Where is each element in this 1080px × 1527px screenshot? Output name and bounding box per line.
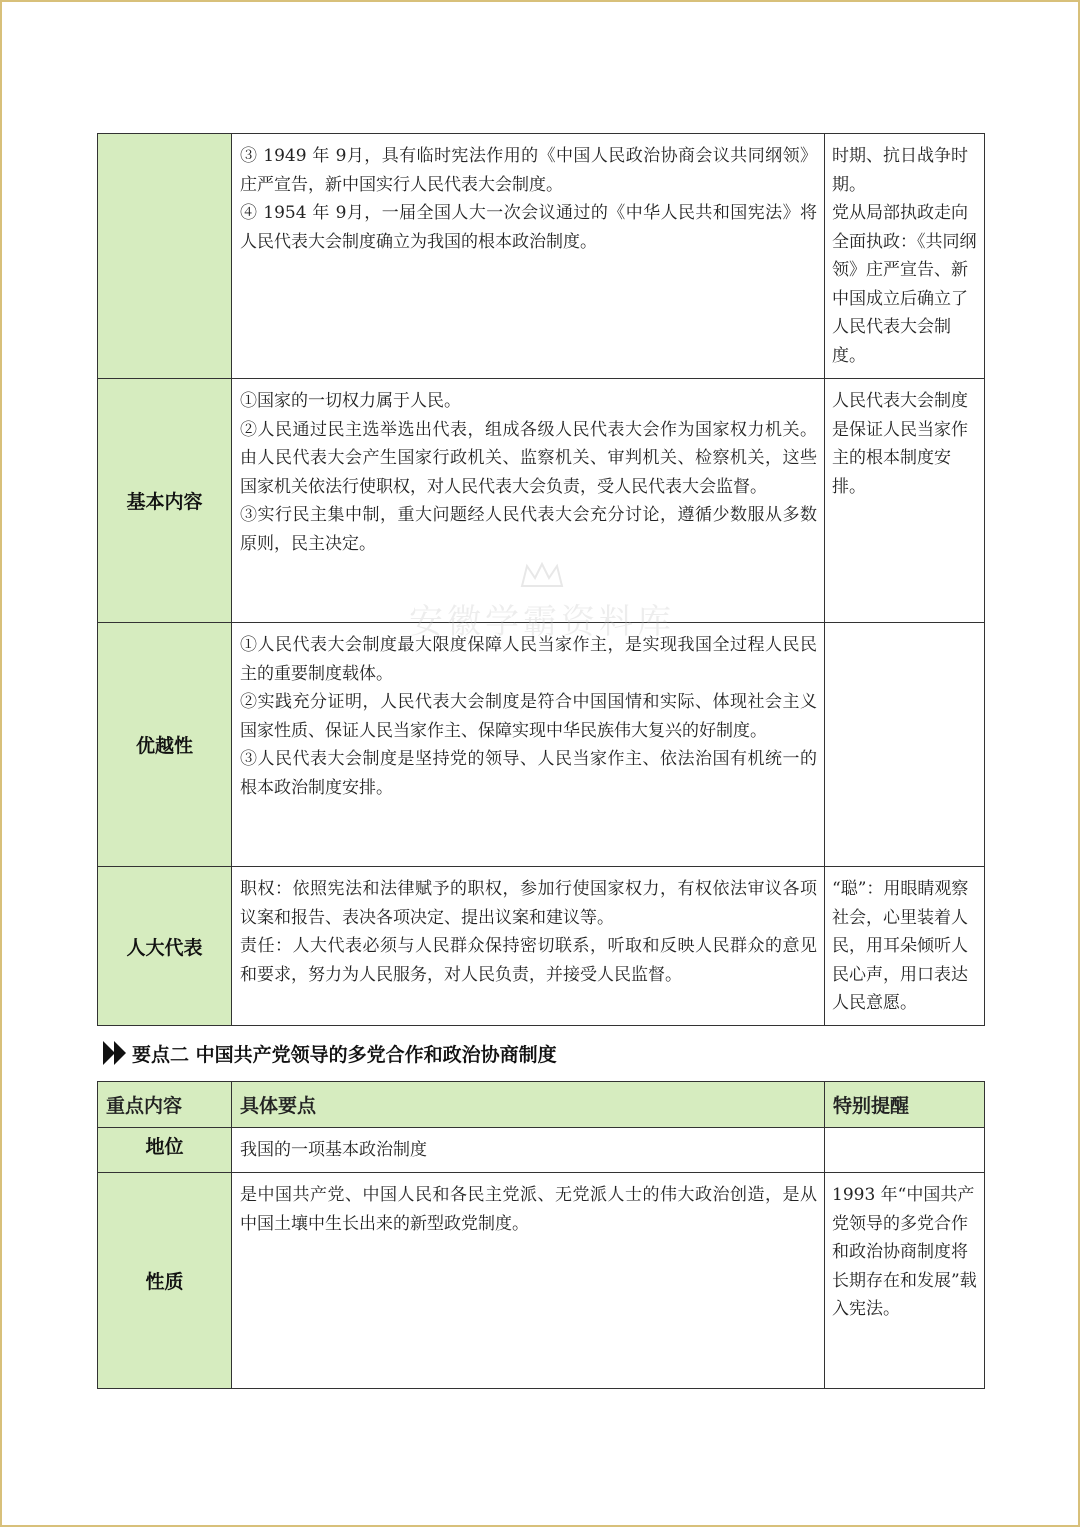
table-multi-party-cooperation xyxy=(97,1081,985,1389)
table-header-row xyxy=(98,1082,985,1128)
table-row xyxy=(98,623,985,867)
table-row xyxy=(98,1173,985,1389)
row-label: 人大代表 xyxy=(98,867,232,1026)
row-label: 优越性 xyxy=(98,623,232,867)
row-label: 基本内容 xyxy=(98,379,232,623)
content-paragraph: ③实行民主集中制，重大问题经人民代表大会充分讨论，遵循少数服从多数原则，民主决定。 xyxy=(240,505,817,554)
content-paragraph: ①人民代表大会制度最大限度保障人民当家作主，是实现我国全过程人民民主的重要制度载体。 xyxy=(240,635,817,684)
table-row xyxy=(98,134,985,379)
row-note xyxy=(825,134,985,379)
row-label xyxy=(98,134,232,379)
table-row xyxy=(98,379,985,623)
row-content xyxy=(232,134,825,379)
watermark-text: 安徽学霸资料库 xyxy=(409,602,675,642)
row-note xyxy=(825,1128,985,1173)
row-label: 性质 xyxy=(98,1173,232,1389)
double-arrow-icon xyxy=(101,1039,129,1067)
row-note xyxy=(825,1173,985,1389)
section-title: 要点二 中国共产党领导的多党合作和政治协商制度 xyxy=(132,1043,557,1066)
row-note xyxy=(825,623,985,867)
note-paragraph: 1993 年“中国共产党领导的多党合作和政治协商制度将长期存在和发展”载入宪法。 xyxy=(832,1185,977,1319)
row-note xyxy=(825,379,985,623)
row-content xyxy=(232,867,825,1026)
header-key-content: 重点内容 xyxy=(98,1082,232,1128)
row-content xyxy=(232,1173,825,1389)
content-paragraph: ②实践充分证明，人民代表大会制度是符合中国国情和实际、体现社会主义国家性质、保证人民当家作主、保障实现中华民族伟大复兴的好制度。 xyxy=(240,692,817,741)
content-paragraph: ②人民通过民主选举选出代表，组成各级人民代表大会作为国家权力机关。由人民代表大会产生国家行政机关、监察机关、审判机关、检察机关，这些国家机关依法行使职权，对人民代表大会负责，受人民代表大会监督。 xyxy=(240,419,817,497)
row-note xyxy=(825,867,985,1026)
content-paragraph: ③ 1949 年 9月，具有临时宪法作用的《中国人民政治协商会议共同纲领》庄严宣告，新中国实行人民代表大会制度。 xyxy=(240,146,817,195)
note-paragraph: “聪”：用眼睛观察社会，心里装着人民，用耳朵倾听人民心声，用口表达人民意愿。 xyxy=(832,879,969,1013)
note-paragraph: 时期、抗日战争时期。 xyxy=(832,146,968,195)
content-paragraph: ③人民代表大会制度是坚持党的领导、人民当家作主、依法治国有机统一的根本政治制度安排。 xyxy=(240,749,817,798)
row-content xyxy=(232,379,825,623)
content-paragraph: 我国的一项基本政治制度 xyxy=(240,1140,427,1160)
content-paragraph: ④ 1954 年 9月，一届全国人大一次会议通过的《中华人民共和国宪法》将人民代表大会制度确立为我国的根本政治制度。 xyxy=(240,203,817,252)
content-paragraph: 是中国共产党、中国人民和各民主党派、无党派人士的伟大政治创造，是从中国土壤中生长出来的新型政党制度。 xyxy=(240,1185,817,1234)
header-special-reminder: 特别提醒 xyxy=(825,1082,985,1128)
table-row xyxy=(98,1128,985,1173)
table-people-congress xyxy=(97,133,985,1026)
row-content xyxy=(232,623,825,867)
table-row xyxy=(98,867,985,1026)
note-paragraph: 党从局部执政走向全面执政：《共同纲领》庄严宣告、新中国成立后确立了人民代表大会制度。 xyxy=(832,203,977,366)
row-content xyxy=(232,1128,825,1173)
content-paragraph: ①国家的一切权力属于人民。 xyxy=(240,391,461,411)
note-paragraph: 人民代表大会制度是保证人民当家作主的根本制度安排。 xyxy=(832,391,968,497)
header-specific-points: 具体要点 xyxy=(232,1082,825,1128)
row-label: 地位 xyxy=(98,1128,232,1173)
content-paragraph: 职权：依照宪法和法律赋予的职权，参加行使国家权力，有权依法审议各项议案和报告、表决各项决定、提出议案和建议等。 xyxy=(240,879,817,928)
section-heading xyxy=(101,1039,557,1067)
content-paragraph: 责任：人大代表必须与人民群众保持密切联系，听取和反映人民群众的意见和要求，努力为人民服务，对人民负责，并接受人民监督。 xyxy=(240,936,817,985)
